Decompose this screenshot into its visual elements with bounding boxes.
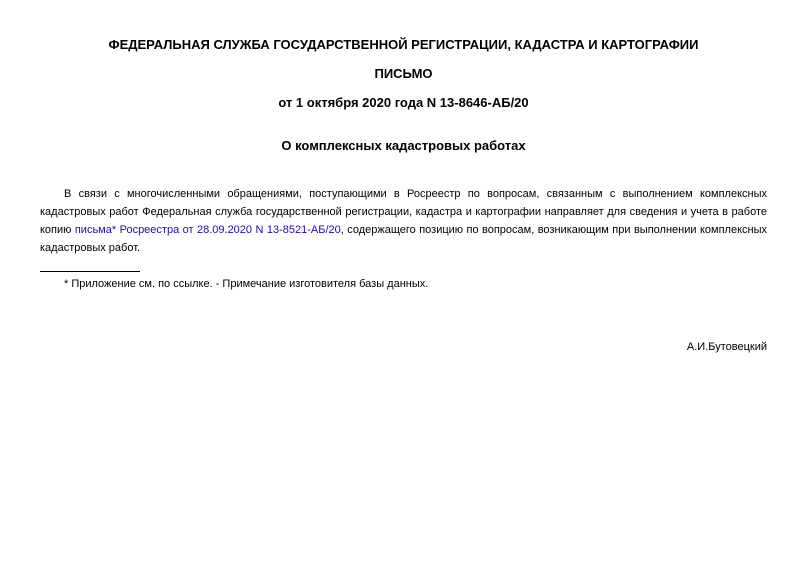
subject-heading: О комплексных кадастровых работах <box>281 138 526 153</box>
rosreestr-letter-link[interactable]: Росреестра от 28.09.2020 N 13-8521-АБ/20 <box>119 224 341 236</box>
body-paragraph <box>40 185 767 257</box>
agency-heading: ФЕДЕРАЛЬНАЯ СЛУЖБА ГОСУДАРСТВЕННОЙ РЕГИСТРАЦИИ, КАДАСТРА И КАРТОГРАФИИ <box>108 37 699 52</box>
document-type-heading: ПИСЬМО <box>374 66 433 81</box>
document-page <box>40 0 767 571</box>
letter-link[interactable]: письма <box>74 224 112 236</box>
footnote-divider <box>40 271 140 272</box>
signature: А.И.Бутовецкий <box>686 341 767 353</box>
date-number-heading: от 1 октября 2020 года N 13-8646-АБ/20 <box>278 95 529 110</box>
footnote-text: * Приложение см. по ссылке. - Примечание изготовителя базы данных. <box>64 278 429 290</box>
footnote-mark[interactable]: * <box>111 224 117 236</box>
body-text-part2: , содержащего позицию по вопросам, возникающим при выполнении комплексных кадастровых работ. <box>40 224 767 254</box>
body-text-part1: В связи с многочисленными обращениями, поступающими в Росреестр по вопросам, связанным с выполнением комплексных кадастровых работ Федеральная служба государственной регистрации, кадастра и картографии направляет для сведения и учета в работе копию <box>40 188 767 236</box>
